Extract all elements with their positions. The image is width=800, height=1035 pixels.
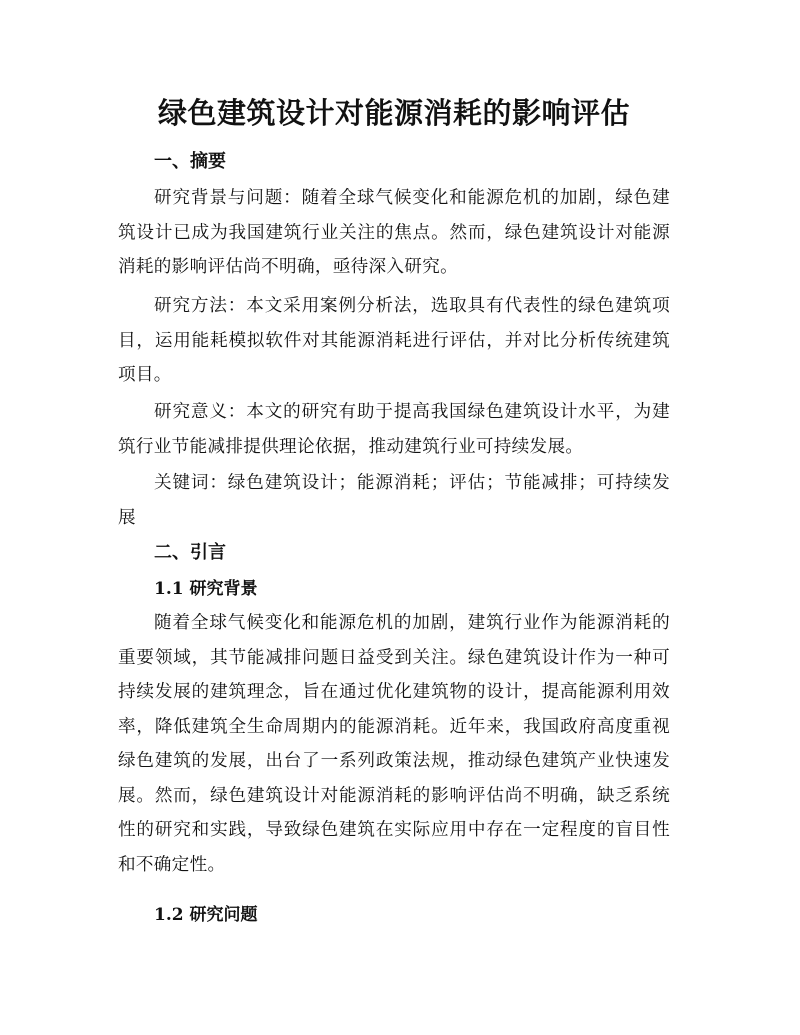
keywords-paragraph: 关键词：绿色建筑设计；能源消耗；评估；节能减排；可持续发展 bbox=[118, 473, 670, 528]
section-heading-abstract: 一、摘要 bbox=[154, 151, 226, 172]
abstract-background-paragraph: 研究背景与问题：随着全球气候变化和能源危机的加剧，绿色建筑设计已成为我国建筑行业关注的焦点。然而，绿色建筑设计对能源消耗的影响评估尚不明确，亟待深入研究。 bbox=[118, 188, 670, 277]
abstract-method-paragraph: 研究方法：本文采用案例分析法，选取具有代表性的绿色建筑项目，运用能耗模拟软件对其能源消耗进行评估，并对比分析传统建筑项目。 bbox=[118, 296, 670, 385]
subsection-heading-research-question: 1.2 研究问题 bbox=[154, 905, 258, 925]
background-paragraph: 随着全球气候变化和能源危机的加剧，建筑行业作为能源消耗的重要领域，其节能减排问题日益受到关注。绿色建筑设计作为一种可持续发展的建筑理念，旨在通过优化建筑物的设计，提高能源利用效率，降低建筑全生命周期内的能源消耗。近年来，我国政府高度重视绿色建筑的发展，出台了一系列政策法规，推动绿色建筑产业快速发展。然而，绿色建筑设计对能源消耗的影响评估尚不明确，缺乏系统性的研究和实践，导致绿色建筑在实际应用中存在一定程度的盲目性和不确定性。 bbox=[118, 613, 670, 875]
section-heading-introduction: 二、引言 bbox=[154, 542, 226, 563]
subsection-heading-background: 1.1 研究背景 bbox=[154, 579, 258, 599]
abstract-significance-paragraph: 研究意义：本文的研究有助于提高我国绿色建筑设计水平，为建筑行业节能减排提供理论依据，推动建筑行业可持续发展。 bbox=[118, 402, 670, 457]
document-title: 绿色建筑设计对能源消耗的影响评估 bbox=[157, 96, 630, 130]
